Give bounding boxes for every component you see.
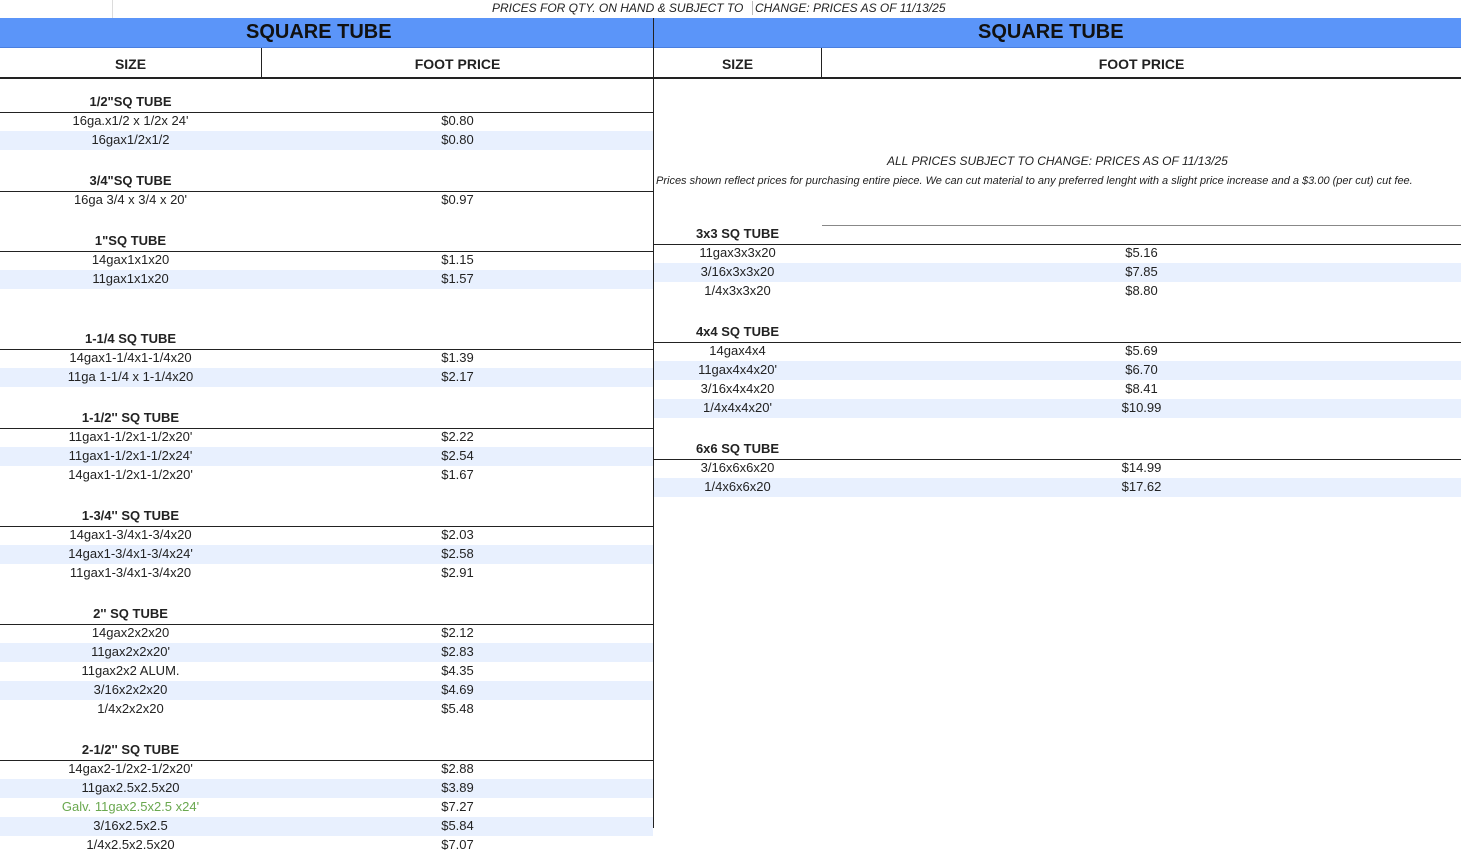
table-row[interactable] bbox=[0, 817, 653, 836]
left-title: SQUARE TUBE bbox=[246, 21, 392, 43]
price-cell[interactable]: $7.85 bbox=[1125, 264, 1158, 279]
right-title-band[interactable] bbox=[654, 18, 1461, 48]
table-row[interactable] bbox=[0, 662, 653, 681]
top-note-bar bbox=[0, 0, 1461, 18]
table-row[interactable] bbox=[654, 478, 1461, 497]
cut-fee-note: Prices shown reflect prices for purchasing entire piece. We can cut material to any preferred lenght with a slight price increase and a $3.00 (per cut) cut fee. bbox=[656, 175, 1413, 187]
blank-row[interactable] bbox=[0, 719, 653, 738]
right-title: SQUARE TUBE bbox=[978, 21, 1124, 43]
price-cell[interactable]: $4.69 bbox=[441, 682, 474, 697]
size-cell[interactable]: 11gax1-3/4x1-3/4x20 bbox=[69, 565, 192, 580]
table-row[interactable] bbox=[0, 526, 653, 545]
top-note-part1: PRICES FOR QTY. ON HAND & SUBJECT TO bbox=[492, 1, 744, 15]
price-cell[interactable]: $4.35 bbox=[441, 663, 474, 678]
table-row[interactable] bbox=[654, 342, 1461, 361]
table-row[interactable] bbox=[0, 624, 653, 643]
price-cell[interactable]: $8.80 bbox=[1125, 283, 1158, 298]
price-cell[interactable]: $10.99 bbox=[1121, 400, 1162, 415]
frozen-cell[interactable] bbox=[0, 0, 113, 18]
size-cell[interactable]: 16ga.x1/2 x 1/2x 24' bbox=[72, 113, 189, 128]
price-cell[interactable]: $8.41 bbox=[1125, 381, 1158, 396]
section-header-row[interactable] bbox=[0, 232, 653, 252]
size-cell[interactable]: 14gax1x1x20 bbox=[91, 252, 170, 267]
price-cell[interactable]: $6.70 bbox=[1125, 362, 1158, 377]
table-row[interactable] bbox=[654, 282, 1461, 301]
size-cell[interactable]: 14gax2x2x20 bbox=[91, 625, 170, 640]
size-cell[interactable]: 14gax1-1/2x1-1/2x20' bbox=[68, 467, 193, 482]
size-cell[interactable]: 11gax2x2 ALUM. bbox=[81, 663, 180, 678]
table-row[interactable] bbox=[0, 251, 653, 270]
left-title-band[interactable] bbox=[0, 18, 653, 48]
price-cell[interactable]: $2.17 bbox=[441, 369, 474, 384]
left-column-header bbox=[0, 48, 653, 79]
blank-row[interactable] bbox=[0, 210, 653, 229]
size-cell[interactable]: 1/4x6x6x20 bbox=[704, 479, 771, 494]
right-price-header[interactable]: FOOT PRICE bbox=[1098, 56, 1185, 72]
table-row[interactable] bbox=[0, 368, 653, 387]
size-cell[interactable]: 14gax1-3/4x1-3/4x24' bbox=[68, 546, 193, 561]
section-header-row[interactable] bbox=[0, 330, 653, 350]
table-row[interactable] bbox=[0, 191, 653, 210]
size-cell[interactable]: 2-1/2'' SQ TUBE bbox=[81, 742, 180, 757]
size-cell[interactable]: 14gax4x4 bbox=[709, 343, 766, 358]
table-row[interactable] bbox=[0, 112, 653, 131]
section-header-row[interactable] bbox=[0, 741, 653, 761]
section-header-row[interactable] bbox=[0, 507, 653, 527]
price-cell[interactable]: $5.48 bbox=[441, 701, 474, 716]
table-row[interactable] bbox=[0, 836, 653, 855]
table-row[interactable] bbox=[0, 564, 653, 583]
section-header-row[interactable] bbox=[0, 409, 653, 429]
price-cell[interactable]: $2.88 bbox=[441, 761, 474, 776]
table-row[interactable] bbox=[0, 466, 653, 485]
price-cell[interactable]: $1.57 bbox=[441, 271, 474, 286]
size-cell[interactable]: 3/16x2.5x2.5 bbox=[93, 818, 168, 833]
size-cell[interactable]: 1/4x3x3x20 bbox=[704, 283, 771, 298]
size-cell[interactable]: 1-1/2'' SQ TUBE bbox=[81, 410, 180, 425]
top-note-part2: CHANGE: PRICES AS OF 11/13/25 bbox=[752, 1, 946, 15]
price-cell[interactable]: $7.07 bbox=[441, 837, 474, 852]
price-cell[interactable]: $17.62 bbox=[1121, 479, 1162, 494]
left-price-header[interactable]: FOOT PRICE bbox=[414, 56, 501, 72]
right-column-header bbox=[654, 48, 1461, 79]
price-cell[interactable]: $0.80 bbox=[441, 113, 474, 128]
blank-row[interactable] bbox=[0, 387, 653, 406]
price-cell[interactable]: $7.27 bbox=[441, 799, 474, 814]
size-cell[interactable]: 14gax1-3/4x1-3/4x20 bbox=[69, 527, 192, 542]
size-cell[interactable]: 11gax2x2x20' bbox=[91, 644, 170, 659]
blank-row[interactable] bbox=[0, 150, 653, 169]
price-cell[interactable]: $0.80 bbox=[441, 132, 474, 147]
blank-row[interactable] bbox=[0, 289, 653, 308]
table-row[interactable] bbox=[0, 643, 653, 662]
price-change-note: ALL PRICES SUBJECT TO CHANGE: PRICES AS OF 11/13/25 bbox=[887, 154, 1228, 168]
table-row[interactable] bbox=[654, 399, 1461, 418]
size-cell[interactable]: 11gax1-1/2x1-1/2x24' bbox=[68, 448, 193, 463]
price-cell[interactable]: $2.58 bbox=[441, 546, 474, 561]
blank-row[interactable] bbox=[0, 583, 653, 602]
price-cell[interactable]: $2.83 bbox=[441, 644, 474, 659]
size-cell[interactable]: Galv. 11gax2.5x2.5 x24' bbox=[61, 799, 200, 814]
price-cell[interactable]: $2.54 bbox=[441, 448, 474, 463]
size-cell[interactable]: 3/4"SQ TUBE bbox=[89, 173, 172, 188]
table-row[interactable] bbox=[654, 244, 1461, 263]
price-cell[interactable]: $1.15 bbox=[441, 252, 474, 267]
table-row[interactable] bbox=[0, 700, 653, 719]
blank-row[interactable] bbox=[654, 301, 1461, 320]
table-row[interactable] bbox=[654, 459, 1461, 478]
price-cell[interactable]: $2.12 bbox=[441, 625, 474, 640]
size-cell[interactable]: 11gax3x3x20 bbox=[699, 245, 776, 260]
section-header-row[interactable] bbox=[0, 172, 653, 192]
section-header-row[interactable] bbox=[654, 323, 1461, 343]
price-cell[interactable]: $5.69 bbox=[1125, 343, 1158, 358]
size-cell[interactable]: 1-1/4 SQ TUBE bbox=[84, 331, 177, 346]
table-row[interactable] bbox=[0, 447, 653, 466]
size-cell[interactable]: 11ga 1-1/4 x 1-1/4x20 bbox=[67, 369, 194, 384]
table-row[interactable] bbox=[654, 380, 1461, 399]
price-cell[interactable]: $2.91 bbox=[441, 565, 474, 580]
size-cell[interactable]: 3/16x2x2x20 bbox=[93, 682, 168, 697]
blank-row[interactable] bbox=[0, 485, 653, 504]
price-cell[interactable]: $1.67 bbox=[441, 467, 474, 482]
size-cell[interactable]: 11gax4x4x20' bbox=[698, 362, 777, 377]
size-cell[interactable]: 1-3/4'' SQ TUBE bbox=[81, 508, 180, 523]
size-cell[interactable]: 3/16x3x3x20 bbox=[700, 264, 775, 279]
size-cell[interactable]: 11gax1-1/2x1-1/2x20' bbox=[68, 429, 193, 444]
size-cell[interactable]: 2'' SQ TUBE bbox=[93, 606, 168, 621]
size-cell[interactable]: 3x3 SQ TUBE bbox=[695, 226, 780, 241]
price-cell[interactable]: $5.84 bbox=[441, 818, 474, 833]
size-cell[interactable]: 1/4x4x4x20' bbox=[703, 400, 772, 415]
blank-row[interactable] bbox=[654, 418, 1461, 437]
size-cell[interactable]: 16ga 3/4 x 3/4 x 20' bbox=[73, 192, 188, 207]
price-cell[interactable]: $0.97 bbox=[441, 192, 474, 207]
table-row[interactable] bbox=[0, 131, 653, 150]
size-cell[interactable]: 14gax2-1/2x2-1/2x20' bbox=[68, 761, 193, 776]
section-header-row[interactable] bbox=[654, 225, 1461, 245]
size-cell[interactable]: 11gax1x1x20 bbox=[92, 271, 169, 286]
left-size-header[interactable]: SIZE bbox=[114, 56, 147, 72]
table-row[interactable] bbox=[0, 349, 653, 368]
table-row[interactable] bbox=[0, 798, 653, 817]
price-cell[interactable]: $3.89 bbox=[441, 780, 474, 795]
table-row[interactable] bbox=[0, 428, 653, 447]
size-cell[interactable]: 14gax1-1/4x1-1/4x20 bbox=[69, 350, 192, 365]
divider bbox=[261, 48, 262, 78]
size-cell[interactable]: 1/4x2x2x20 bbox=[97, 701, 164, 716]
section-header-row[interactable] bbox=[0, 605, 653, 625]
size-cell[interactable]: 11gax2.5x2.5x20 bbox=[81, 780, 180, 795]
price-cell[interactable]: $2.22 bbox=[441, 429, 474, 444]
section-header-row[interactable] bbox=[0, 93, 653, 113]
price-cell[interactable]: $2.03 bbox=[441, 527, 474, 542]
table-row[interactable] bbox=[0, 681, 653, 700]
divider bbox=[821, 48, 822, 78]
table-row[interactable] bbox=[654, 361, 1461, 380]
size-cell[interactable]: 16gax1/2x1/2 bbox=[91, 132, 170, 147]
blank-row[interactable] bbox=[0, 308, 653, 327]
size-cell[interactable]: 3/16x6x6x20 bbox=[700, 460, 775, 475]
section-header-row[interactable] bbox=[654, 440, 1461, 460]
size-cell[interactable]: 1"SQ TUBE bbox=[94, 233, 167, 248]
price-cell[interactable]: $1.39 bbox=[441, 350, 474, 365]
size-cell[interactable]: 1/2"SQ TUBE bbox=[89, 94, 172, 109]
price-cell[interactable]: $5.16 bbox=[1125, 245, 1158, 260]
table-row[interactable] bbox=[654, 263, 1461, 282]
table-row[interactable] bbox=[0, 545, 653, 564]
price-cell[interactable]: $14.99 bbox=[1121, 460, 1162, 475]
size-cell[interactable]: 4x4 SQ TUBE bbox=[695, 324, 780, 339]
size-cell[interactable]: 3/16x4x4x20 bbox=[700, 381, 775, 396]
size-cell[interactable]: 1/4x2.5x2.5x20 bbox=[86, 837, 175, 852]
table-row[interactable] bbox=[0, 270, 653, 289]
right-size-header[interactable]: SIZE bbox=[721, 56, 754, 72]
table-row[interactable] bbox=[0, 760, 653, 779]
divider bbox=[822, 225, 1461, 226]
table-row[interactable] bbox=[0, 779, 653, 798]
size-cell[interactable]: 6x6 SQ TUBE bbox=[695, 441, 780, 456]
